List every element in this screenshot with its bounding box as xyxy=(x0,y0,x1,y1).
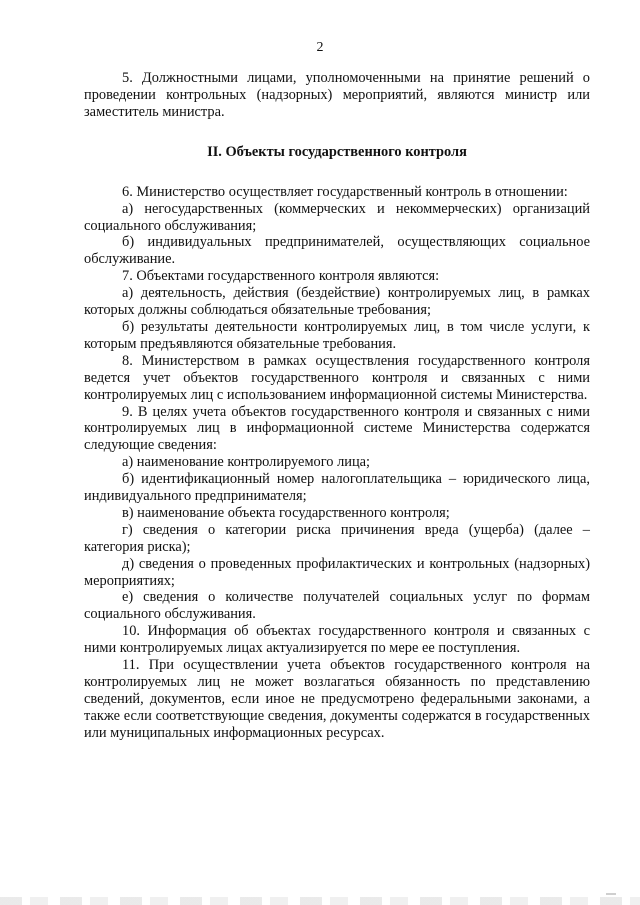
scan-mark xyxy=(606,893,616,895)
paragraph: б) индивидуальных предпринимателей, осуществляющих социальное обслуживание. xyxy=(84,234,590,268)
paragraph: 11. При осуществлении учета объектов государственного контроля на контролируемых лиц не может возлагаться обязанность по представлению сведений, документов, если иное не предусмотрено федеральными законами, а также если соответствующие сведения, документы содержатся в государственных или муниципальных информационных ресурсах. xyxy=(84,657,590,741)
paragraph: а) негосударственных (коммерческих и некоммерческих) организаций социального обслуживания; xyxy=(84,200,590,234)
paragraph: а) деятельность, действия (бездействие) контролируемых лиц, в рамках которых должны соблюдаться обязательные требования; xyxy=(84,285,590,319)
paragraph: 8. Министерством в рамках осуществления государственного контроля ведется учет объектов государственного контроля и связанных с ними контролируемых лиц с использованием информационной системы Министерства. xyxy=(84,352,590,403)
paragraph: б) результаты деятельности контролируемых лиц, в том числе услуги, к которым предъявляются обязательные требования. xyxy=(84,318,590,352)
paragraph: а) наименование контролируемого лица; xyxy=(122,454,371,471)
paragraph: г) сведения о категории риска причинения вреда (ущерба) (далее – категория риска); xyxy=(84,521,590,555)
paragraph: 9. В целях учета объектов государственного контроля и связанных с ними контролируемых лиц в информационной системе Министерства содержатся следующие сведения: xyxy=(84,403,590,454)
section-title: II. Объекты государственного контроля xyxy=(207,143,467,160)
page-number: 2 xyxy=(316,40,324,55)
paragraph: 10. Информация об объектах государственного контроля и связанных с ними контролируемых лицах актуализируется по мере ее поступления. xyxy=(84,623,590,657)
paragraph: б) идентификационный номер налогоплательщика – юридического лица, индивидуального предпринимателя; xyxy=(84,471,590,505)
paragraph-5: 5. Должностными лицами, уполномоченными на принятие решений о проведении контрольных (надзорных) мероприятий, являются министр или заместитель министра. xyxy=(84,70,590,120)
paragraph: в) наименование объекта государственного контроля; xyxy=(122,504,450,521)
paragraph: 7. Объектами государственного контроля являются: xyxy=(122,268,440,285)
scan-edge-artifact xyxy=(0,897,640,905)
paragraph: е) сведения о количестве получателей социальных услуг по формам социального обслуживания. xyxy=(84,589,590,623)
document-body xyxy=(84,70,590,742)
paragraph: 6. Министерство осуществляет государственный контроль в отношении: xyxy=(122,183,568,200)
paragraph: д) сведения о проведенных профилактических и контрольных (надзорных) мероприятиях; xyxy=(84,555,590,589)
